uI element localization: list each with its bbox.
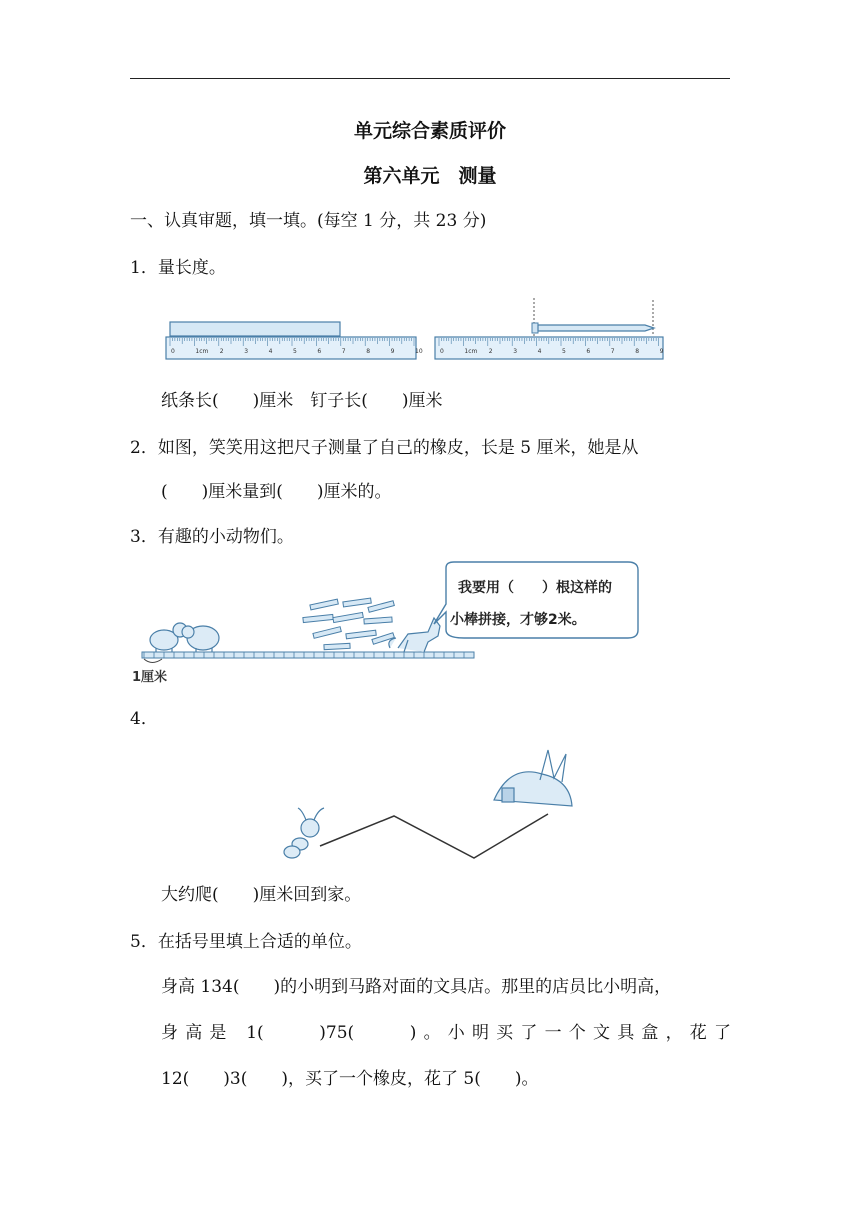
ruler-tick-label: 2	[219, 348, 224, 355]
question-2	[130, 433, 638, 458]
page-title: 单元综合素质评价	[353, 120, 506, 142]
ruler-tick-label: 3	[513, 348, 518, 355]
ruler-tick-label: 4	[268, 348, 273, 355]
question-text: 如图，笑笑用这把尺子测量了自己的橡皮，长是 5 厘米，她是从	[157, 438, 639, 458]
bubble-line-2: 小棒拼接，才够2米。	[450, 612, 586, 628]
header-rule	[130, 78, 730, 79]
q5-line-2: 身高是 1( )75( )。小明买了一个文具盒，花了	[161, 1023, 731, 1043]
ruler-2	[435, 337, 664, 359]
ant-illustration	[284, 808, 324, 858]
question-number: 4．	[130, 709, 158, 729]
animals-figure	[128, 560, 648, 690]
question-text: 有趣的小动物们。	[157, 527, 294, 547]
unit-label: 1厘米	[132, 670, 168, 685]
section-heading: 一、认真审题，填一填。(每空 1 分，共 23 分)	[130, 211, 487, 231]
ruler-tick-label: 8	[366, 348, 371, 355]
unit-subtitle: 第六单元 测量	[363, 165, 497, 187]
question-number: 3．	[130, 527, 158, 547]
rulers-figure	[160, 296, 670, 366]
question-1	[130, 253, 226, 278]
ruler-tick-label: 5	[293, 348, 297, 355]
paper-strip	[170, 322, 340, 336]
ruler-1	[166, 337, 423, 359]
question-text: 量长度。	[157, 258, 226, 278]
question-text: 在括号里填上合适的单位。	[157, 932, 362, 952]
q5-line-3: 12( )3( )，买了一个橡皮，花了 5( )。	[161, 1069, 539, 1089]
crawl-path	[320, 814, 548, 858]
ruler-tick-label: 10	[415, 348, 423, 355]
ruler-tick-label: 7	[610, 348, 615, 355]
question-3	[130, 522, 294, 547]
q5-line-1: 身高 134( )的小明到马路对面的文具店。那里的店员比小明高，	[161, 977, 672, 997]
ruler-tick-label: 7	[341, 348, 346, 355]
sheep-illustration	[182, 626, 219, 652]
sticks-pile	[303, 598, 395, 650]
ruler-tick-label: 9	[659, 348, 664, 355]
question-4	[130, 704, 158, 729]
home-illustration	[494, 750, 572, 806]
ruler-tick-label: 6	[586, 348, 591, 355]
ruler-tick-label: 0	[171, 348, 175, 355]
question-number: 1．	[130, 258, 158, 278]
speech-bubble	[434, 562, 638, 638]
ruler-tick-label: 4	[537, 348, 542, 355]
ruler-tick-label: 5	[562, 348, 566, 355]
ruler-tick-label: 1cm	[464, 348, 478, 355]
question-5	[130, 927, 362, 952]
q1-answer-line: 纸条长( )厘米 钉子长( )厘米	[161, 391, 443, 411]
bubble-line-1: 我要用（ ）根这样的	[458, 580, 612, 596]
question-number: 5．	[130, 932, 158, 952]
ruler-tick-label: 1cm	[195, 348, 209, 355]
q4-answer-line: 大约爬( )厘米回到家。	[161, 885, 362, 905]
ruler-tick-label: 0	[440, 348, 444, 355]
ruler-tick-label: 2	[488, 348, 493, 355]
ant-path-figure	[270, 740, 590, 870]
ruler-tick-label: 9	[390, 348, 395, 355]
nail	[532, 323, 654, 333]
q2-line-2: ( )厘米量到( )厘米的。	[161, 482, 392, 502]
ruler-tick-label: 8	[635, 348, 640, 355]
fox-illustration	[389, 618, 440, 652]
ruler-tick-label: 6	[317, 348, 322, 355]
goat-illustration	[150, 623, 187, 652]
ruler-tick-label: 3	[244, 348, 249, 355]
question-number: 2．	[130, 438, 158, 458]
